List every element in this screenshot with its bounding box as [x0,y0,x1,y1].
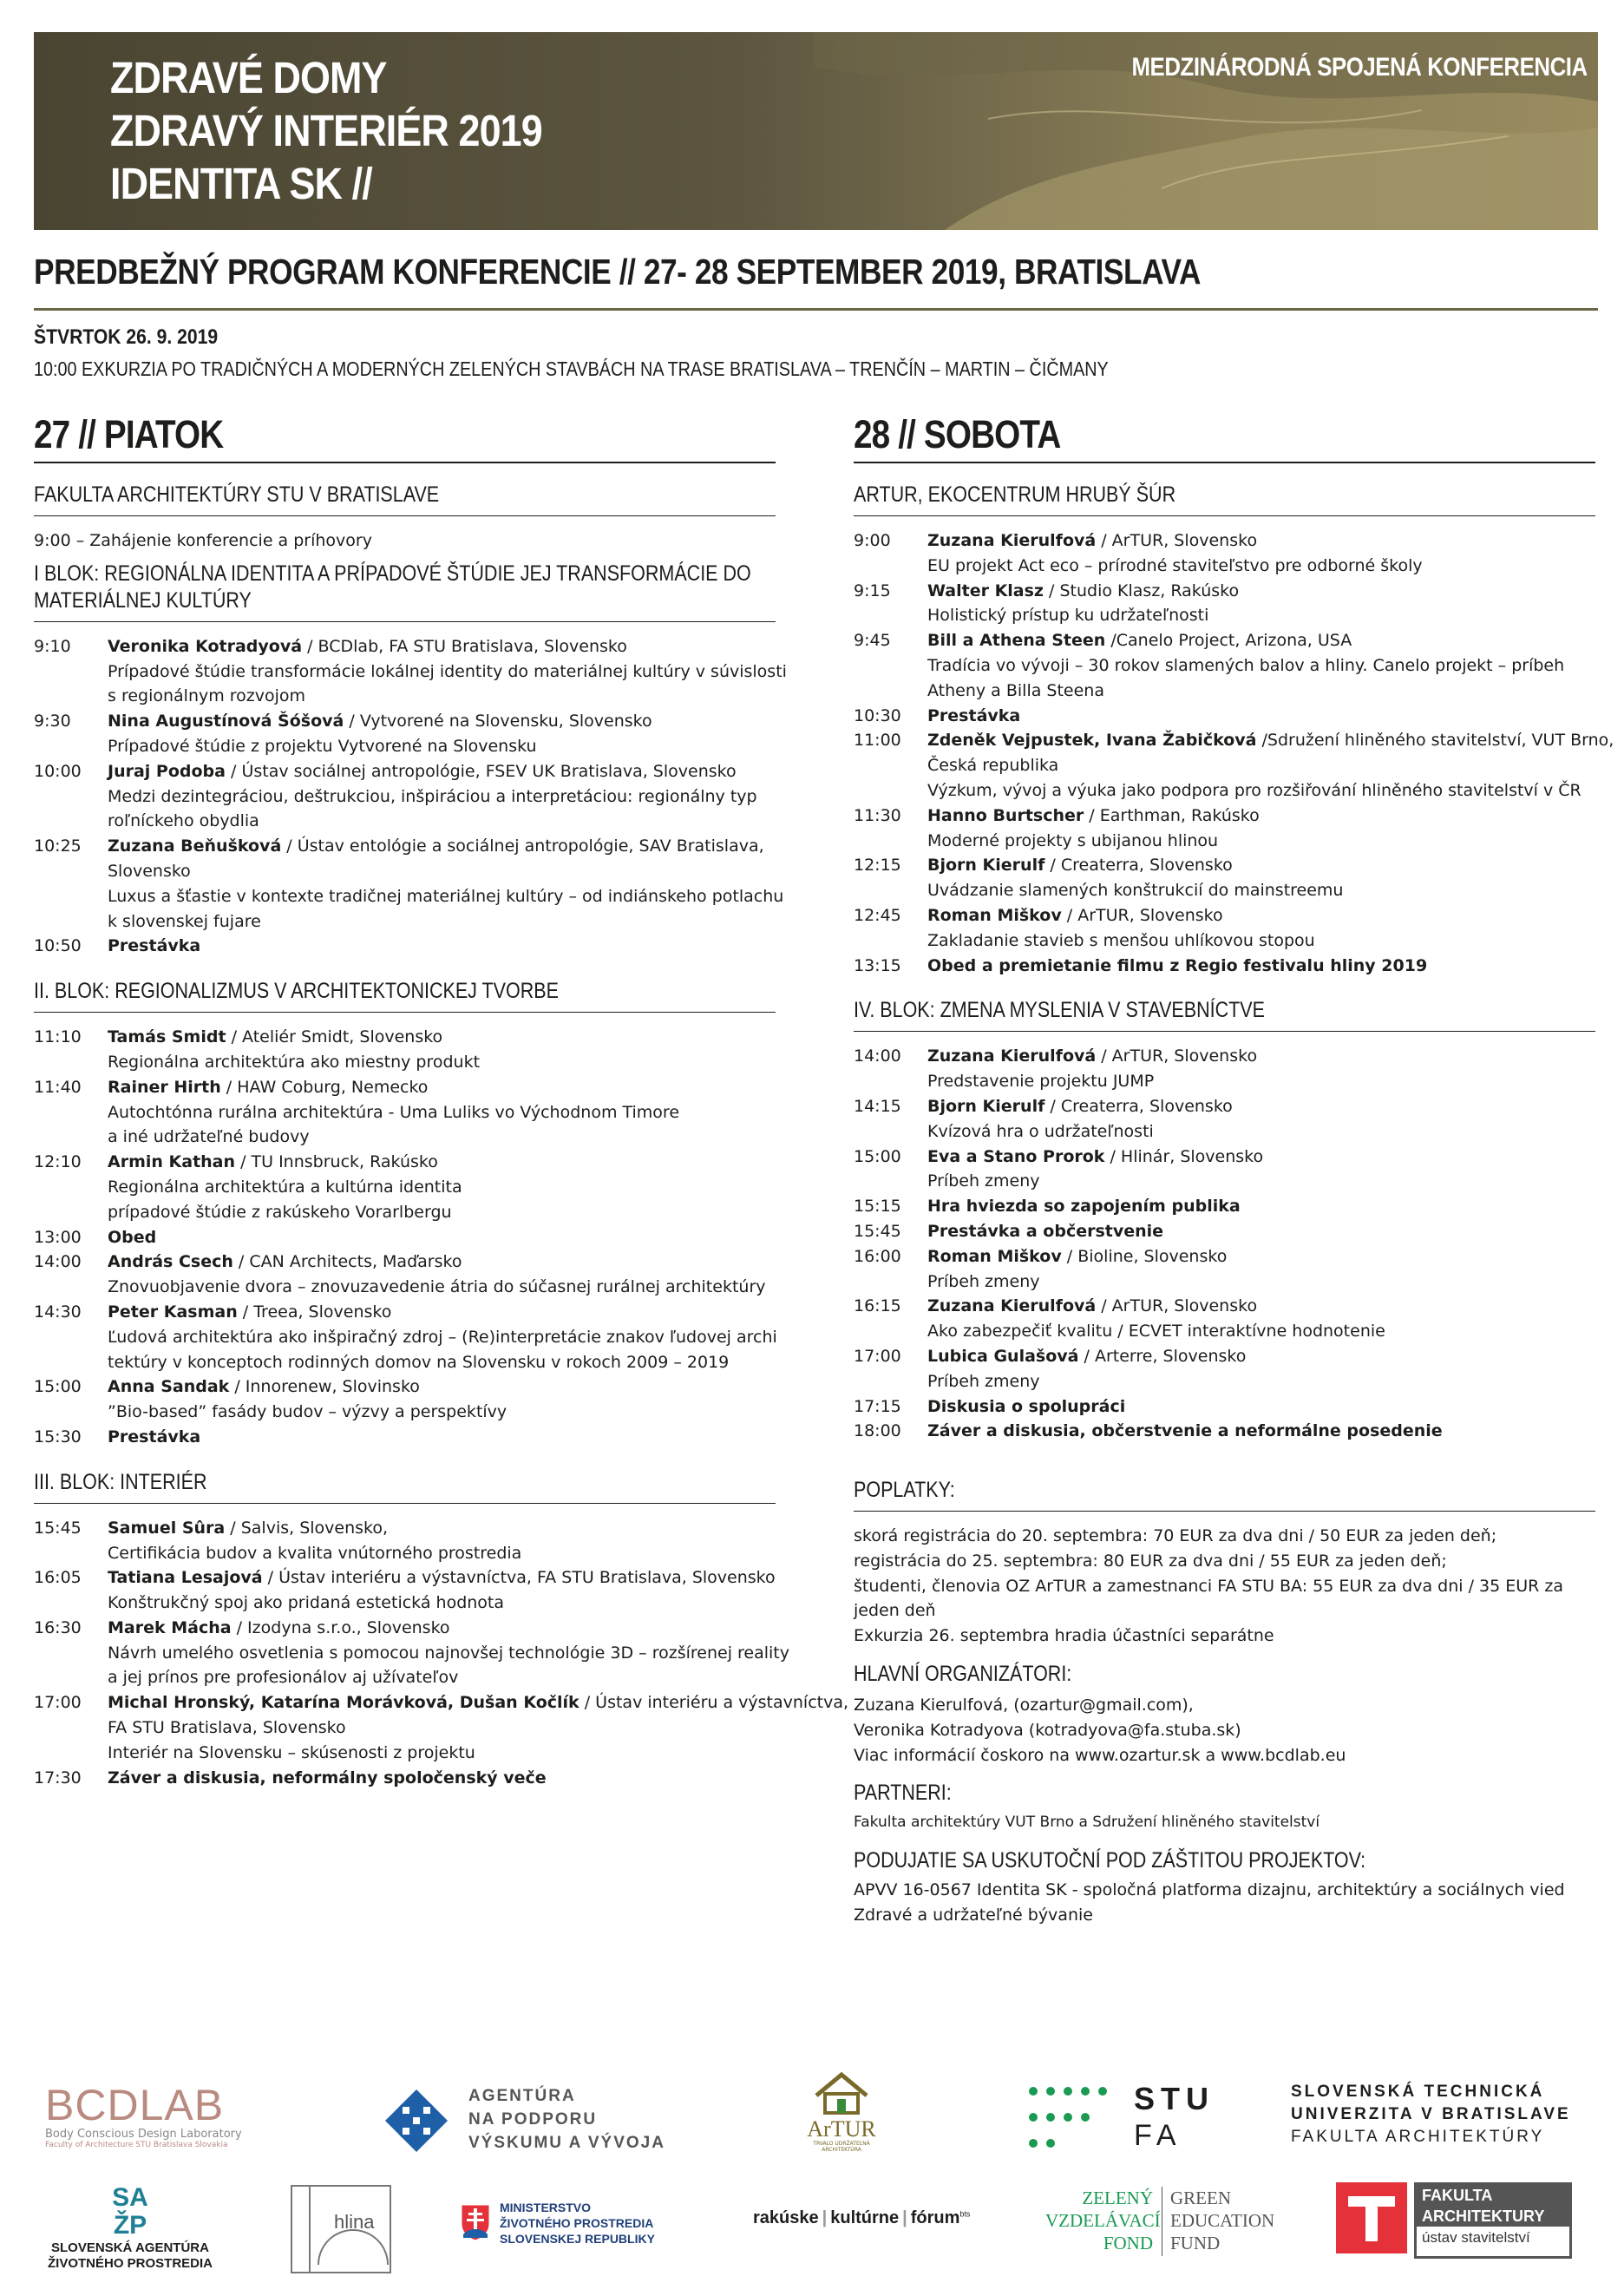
block-2-schedule [34,1025,776,1460]
saturday-morning-schedule [854,528,1614,988]
entry-affiliation: / BCDlab, FA STU Bratislava, Slovensko [302,636,627,656]
entry-detail: Medzi dezintegráciou, deštrukciou, inšpiráciou a interpretáciou: regionálny typ [108,786,757,806]
divider [854,462,1595,463]
entry-detail: k slovenskej fujare [108,911,261,931]
divider [34,462,776,463]
entry-affiliation: / Ústav sociálnej antropológie, FSEV UK Bratislava, Slovensko [225,761,737,781]
schedule-entry [34,1075,776,1100]
entry-speaker: Rainer Hirth [108,1077,221,1097]
entry-time: 10:00 [34,761,82,781]
schedule-entry [854,628,1595,653]
entry-detail: Atheny a Billa Steena [927,680,1104,700]
entry-detail: Uvádzanie slamených konštrukcií do mainstreemu [927,881,1344,901]
entry-time: 9:30 [34,712,71,731]
entry-affiliation: / ArTUR, Slovensko [1096,1296,1258,1316]
fa-vut-logo: FAKULTA ARCHITEKTURY ústav stavitelství [1336,2182,1572,2259]
saturday-column [854,408,1614,1928]
entry-affiliation: / Innorenew, Slovinsko [229,1377,420,1397]
entry-speaker: Prestávka [927,705,1021,725]
block-3-heading: III. BLOK: INTERIÉR [34,1469,207,1494]
entry-speaker: Zdeněk Vejpustek, Ivana Žabičková [927,731,1257,751]
entry-speaker: Lubica Gulašová [927,1346,1079,1366]
entry-detail: Ľudová architektúra ako inšpiračný zdroj – (Re)interpretácie znakov ľudovej archi [108,1327,777,1347]
text-line: APVV 16-0567 Identita SK - spoločná platforma dizajnu, architektúry a sociálnych vied [854,1880,1565,1900]
artur-logo: ArTUR TRVALO UDRŽATEĽNÁ ARCHITEKTÚRA [794,2070,889,2165]
schedule-entry [854,1419,1595,1444]
entry-time: 16:30 [34,1617,82,1637]
entry-detail: Slovensko [108,861,191,881]
entry-affiliation: / Createrra, Slovensko [1044,1096,1233,1116]
svg-text:ŽP: ŽP [113,2211,147,2237]
entry-time: 9:15 [854,581,891,600]
schedule-entry [854,1145,1595,1170]
friday-column [34,408,849,1801]
entry-affiliation: / Salvis, Slovensko, [225,1518,389,1538]
divider [854,1511,1595,1512]
entry-detail: Prípadové štúdie transformácie lokálnej identity do materiálnej kultúry v súvislosti [108,661,787,681]
schedule-entry [34,934,776,959]
sazp-mark-icon [100,2180,160,2237]
entry-affiliation: / Vytvorené na Slovensku, Slovensko [344,712,652,731]
svg-text:SA: SA [112,2183,148,2212]
entry-time: 17:00 [34,1693,82,1713]
entry-time: 18:00 [854,1421,901,1441]
schedule-entry [854,1394,1595,1420]
entry-speaker: Eva a Stano Prorok [927,1146,1105,1166]
entry-speaker: Záver a diskusia, občerstvenie a neformálne posedenie [927,1421,1443,1441]
entry-time: 10:50 [34,936,82,956]
entry-detail: Výzkum, vývoj a výuka jako podpora pro rozšiřování hliněného stavitelství v ČR [927,780,1581,800]
entry-time: 15:45 [854,1221,901,1241]
entry-affiliation: / ArTUR, Slovensko [1096,1046,1258,1066]
schedule-entry [34,1374,776,1400]
entry-affiliation: / Izodyna s.r.o., Slovensko [231,1617,450,1637]
entry-detail: Regionálna architektúra a kultúrna identita [108,1177,462,1197]
schedule-entry [34,1766,776,1791]
entry-speaker: András Csech [108,1252,233,1272]
entry-detail: tektúry v konceptoch rodinných domov na Slovensku v rokoch 2009 – 2019 [108,1352,730,1372]
entry-speaker: Obed a premietanie filmu z Regio festivalu hliny 2019 [927,955,1428,975]
divider [34,515,776,516]
schedule-entry [34,1516,776,1541]
entry-detail: ”Bio-based” fasády budov – výzvy a perspektívy [108,1402,508,1422]
schedule-entry [854,1219,1595,1244]
auspices-heading: PODUJATIE SA USKUTOČNÍ POD ZÁŠTITOU PROJEKTOV: [854,1848,1366,1873]
friday-heading: 27 // PIATOK [34,412,224,456]
partners-text: Fakulta architektúry VUT Brno a Sdružení hliněného stavitelství [854,1814,1320,1832]
divider [854,515,1595,516]
entry-time: 15:00 [854,1146,901,1166]
entry-time: 9:00 [854,531,891,550]
fees-list [854,1524,1595,1649]
schedule-entry [34,1425,776,1450]
schedule-entry [34,709,776,734]
entry-detail: Prípadové štúdie z projektu Vytvorené na Slovensku [108,736,537,756]
entry-affiliation: / CAN Architects, Maďarsko [232,1252,462,1272]
entry-time: 16:00 [854,1246,901,1266]
entry-speaker: Záver a diskusia, neformálny spoločenský veče [108,1768,547,1788]
entry-affiliation: / ArTUR, Slovensko [1096,531,1258,550]
entry-detail: Príbeh zmeny [927,1171,1040,1191]
entry-time: 11:00 [854,731,901,751]
text-line: Viac informácií čoskoro na www.ozartur.sk a www.bcdlab.eu [854,1745,1346,1765]
schedule-entry [34,1616,776,1641]
banner-title-line-2: ZDRAVÝ INTERIÉR 2019 [110,106,542,155]
entry-detail: a jej prínos pre profesionálov aj užívateľov [108,1668,459,1688]
schedule-entry [34,1565,776,1591]
block-3-schedule [34,1516,849,1801]
text-line: Zuzana Kierulfová, (ozartur@gmail.com), [854,1696,1194,1715]
entry-time: 15:30 [34,1427,82,1446]
dots-icon [1028,2084,1115,2150]
schedule-entry [34,1250,776,1275]
entry-speaker: Michal Hronský, Katarína Morávková, Dušan Kočlík [108,1693,580,1713]
entry-detail: Moderné projekty s ubijanou hlinou [927,830,1219,850]
schedule-entry [854,728,1614,753]
entry-time: 10:25 [34,836,82,856]
divider [34,1012,776,1013]
block-2-heading: II. BLOK: REGIONALIZMUS V ARCHITEKTONICKEJ TVORBE [34,979,559,1004]
austrian-cultural-forum-logo: rakúske | kultúrne | fórum$^{bts}$ [753,2208,971,2227]
entry-affiliation: / Ústav entológie a sociálnej antropológie, SAV Bratislava, [281,836,764,856]
entry-speaker: Hra hviezda so zapojením publika [927,1197,1241,1217]
entry-speaker: Roman Miškov [927,1246,1062,1266]
entry-affiliation: / ArTUR, Slovensko [1061,905,1223,925]
header-banner [34,32,1598,230]
banner-title-line-3: IDENTITA SK // [110,159,372,208]
entry-time: 14:30 [34,1302,82,1322]
schedule-entry [854,579,1595,604]
entry-detail: EU projekt Act eco – prírodné staviteľstvo pre odborné školy [927,555,1423,575]
hlina-logo: hlina [291,2185,391,2273]
entry-affiliation: / Treea, Slovensko [237,1302,392,1322]
saturday-venue: ARTUR, EKOCENTRUM HRUBÝ ŠÚR [854,482,1176,507]
entry-speaker: Armin Kathan [108,1152,236,1172]
entry-speaker: Prestávka [108,936,201,956]
page-title: PREDBEŽNÝ PROGRAM KONFERENCIE // 27- 28 SEPTEMBER 2019, BRATISLAVA [34,252,1202,292]
saturday-heading: 28 // SOBOTA [854,412,1061,456]
entry-time: 15:15 [854,1197,901,1217]
entry-time: 11:10 [34,1027,82,1047]
entry-speaker: Hanno Burtscher [927,805,1084,825]
entry-detail: Predstavenie projektu JUMP [927,1072,1155,1092]
entry-detail: roľníckeho obydlia [108,811,259,831]
fees-heading: POPLATKY: [854,1478,955,1503]
schedule-entry [854,1194,1595,1219]
entry-time: 13:00 [34,1227,82,1247]
stu-text-logo: SLOVENSKÁ TECHNICKÁ UNIVERZITA V BRATISLAVE FAKULTA ARCHITEKTÚRY [1291,2083,1571,2146]
sponsor-logos [0,2048,1624,2296]
slovak-coat-of-arms-icon [460,2203,491,2241]
entry-detail: Česká republika [927,756,1059,776]
entry-speaker: Walter Klasz [927,581,1044,600]
entry-time: 14:15 [854,1096,901,1116]
schedule-entry [854,1294,1595,1319]
text-line: registrácia do 25. septembra: 80 EUR za dva dni / 55 EUR za jeden deň; [854,1551,1447,1571]
banner-title-line-1: ZDRAVÉ DOMY [110,53,387,102]
entry-speaker: Juraj Podoba [108,761,226,781]
entry-time: 14:00 [854,1046,901,1066]
entry-affiliation: / Ústav interiéru a výstavníctva, [579,1693,849,1713]
entry-speaker: Anna Sandak [108,1377,230,1397]
entry-speaker: Prestávka a občerstvenie [927,1221,1164,1241]
entry-speaker: Roman Miškov [927,905,1062,925]
entry-detail: Ako zabezpečiť kvalitu / ECVET interaktívne hodnotenie [927,1322,1385,1342]
entry-time: 17:30 [34,1768,82,1788]
green-education-fund-logo: ZELENÝ VZDELÁVACÍ FOND GREEN EDUCATION FUND [1045,2187,1271,2265]
entry-speaker: Bjorn Kierulf [927,856,1045,876]
text-line: jeden deň [854,1601,936,1621]
banner-subtitle: MEDZINÁRODNÁ SPOJENÁ KONFERENCIA [1131,53,1588,82]
entry-speaker: Peter Kasman [108,1302,238,1322]
block-1-heading: I BLOK: REGIONÁLNA IDENTITA A PRÍPADOVÉ ŠTÚDIE JEJ TRANSFORMÁCIE DO MATERIÁLNEJ KULTÚRY [34,561,751,613]
text-line: Zdravé a udržateľné bývanie [854,1906,1093,1925]
entry-detail: Zakladanie stavieb s menšou uhlíkovou stopou [927,930,1315,950]
entry-detail: prípadové štúdie z rakúskeho Vorarlbergu [108,1202,452,1222]
entry-time: 9:45 [854,631,891,651]
schedule-entry [34,759,776,784]
entry-detail: Autochtónna rurálna architektúra - Uma Luliks vo Východnom Timore [108,1102,680,1122]
opening-line: 9:00 – Zahájenie konferencie a príhovory [34,531,372,550]
schedule-entry [854,528,1595,554]
entry-time: 15:45 [34,1518,82,1538]
thursday-excursion: 10:00 EXKURZIA PO TRADIČNÝCH A MODERNÝCH ZELENÝCH STAVBÁCH NA TRASE BRATISLAVA – TRENČÍN – MARTIN – ČIČMANY [34,358,1109,380]
entry-detail: Holistický prístup ku udržateľnosti [927,606,1209,626]
text-line: študenti, členovia OZ ArTUR a zamestnanci FA STU BA: 55 EUR za dva dni / 35 EUR za [854,1576,1564,1596]
entry-speaker: Zuzana Kierulfová [927,1296,1097,1316]
schedule-entry [854,1094,1595,1119]
entry-speaker: Zuzana Kierulfová [927,531,1097,550]
organizers-heading: HLAVNÍ ORGANIZÁTORI: [854,1662,1072,1687]
schedule-entry [34,1690,849,1715]
ministry-logo: MINISTERSTVO ŽIVOTNÉHO PROSTREDIA SLOVENSKEJ REPUBLIKY [460,2200,694,2252]
house-icon [811,2070,872,2115]
entry-speaker: Diskusia o spolupráci [927,1396,1126,1416]
entry-speaker: Zuzana Kierulfová [927,1046,1097,1066]
title-divider [34,308,1598,311]
divider [854,1031,1595,1032]
entry-detail: Interiér na Slovensku – skúsenosti z projektu [108,1742,475,1762]
schedule-entry [34,1025,776,1050]
entry-detail: a iné udržateľné budovy [108,1127,310,1147]
entry-speaker: Samuel Sûra [108,1518,226,1538]
entry-speaker: Prestávka [108,1427,201,1446]
schedule-entry [854,1244,1595,1269]
entry-time: 12:15 [854,856,901,876]
schedule-entry [854,804,1595,829]
entry-time: 9:10 [34,636,71,656]
friday-venue: FAKULTA ARCHITEKTÚRY STU V BRATISLAVE [34,482,440,507]
divider [34,1503,776,1504]
apvv-arrows-icon [382,2086,451,2155]
partners-heading: PARTNERI: [854,1781,952,1806]
entry-speaker: Tamás Smidt [108,1027,226,1047]
entry-speaker: Bill a Athena Steen [927,631,1106,651]
entry-detail: Kvízová hra o udržateľnosti [927,1121,1154,1141]
entry-detail: Príbeh zmeny [927,1371,1040,1391]
schedule-entry [854,1344,1595,1369]
entry-speaker: Nina Augustínová Šóšová [108,712,344,731]
entry-time: 16:05 [34,1568,82,1588]
entry-speaker: Bjorn Kierulf [927,1096,1045,1116]
schedule-entry [34,1300,776,1325]
entry-affiliation: /Canelo Project, Arizona, USA [1105,631,1352,651]
entry-detail: Konštrukčný spoj ako pridaná estetická hodnota [108,1593,505,1613]
text-line: Veronika Kotradyova (kotradyova@fa.stuba.sk) [854,1720,1241,1740]
entry-time: 16:15 [854,1296,901,1316]
sazp-logo: SA ŽP SLOVENSKÁ AGENTÚRA ŽIVOTNÉHO PROSTREDIA [43,2180,217,2272]
entry-affiliation: / Bioline, Slovensko [1061,1246,1228,1266]
entry-detail: Príbeh zmeny [927,1271,1040,1291]
entry-speaker: Tatiana Lesajová [108,1568,263,1588]
entry-detail: Certifikácia budov a kvalita vnútorného prostredia [108,1543,522,1563]
text-line: Exkurzia 26. septembra hradia účastníci separátne [854,1626,1274,1646]
fa-vut-t-icon [1336,2182,1407,2253]
entry-affiliation: / HAW Coburg, Nemecko [220,1077,429,1097]
auspices-list [854,1878,1595,1928]
entry-detail: Regionálna architektúra ako miestny produkt [108,1052,481,1072]
entry-affiliation: / Earthman, Rakúsko [1084,805,1260,825]
entry-time: 17:15 [854,1396,901,1416]
entry-time: 15:00 [34,1377,82,1397]
entry-affiliation: / Studio Klasz, Rakúsko [1044,581,1240,600]
organizers-list [854,1693,1595,1768]
entry-time: 17:00 [854,1346,901,1366]
entry-speaker: Marek Mácha [108,1617,232,1637]
entry-detail: s regionálnym rozvojom [108,686,306,706]
block-4-schedule [854,1044,1595,1454]
entry-speaker: Veronika Kotradyová [108,636,303,656]
schedule-entry [854,954,1595,979]
apvv-logo: AGENTÚRA NA PODPORU VÝSKUMU A VÝVOJA [382,2084,668,2162]
entry-affiliation: / TU Innsbruck, Rakúsko [235,1152,438,1172]
thursday-heading: ŠTVRTOK 26. 9. 2019 [34,325,219,349]
schedule-entry [854,704,1595,729]
schedule-entry [854,903,1595,928]
entry-time: 14:00 [34,1252,82,1272]
entry-detail: FA STU Bratislava, Slovensko [108,1718,346,1738]
schedule-entry [854,1044,1595,1069]
entry-time: 11:40 [34,1077,82,1097]
entry-time: 11:30 [854,805,901,825]
entry-detail: Tradícia vo vývoji – 30 rokov slamených balov a hliny. Canelo projekt – príbeh [927,655,1565,675]
entry-detail: Luxus a šťastie v kontexte tradičnej materiálnej kultúry – od indiánskeho potlachu [108,886,784,906]
entry-detail: Znovuobjavenie dvora – znovuzavedenie átria do súčasnej rurálnej architektúry [108,1277,766,1297]
bcdlab-logo: BCDLAB Body Conscious Design Laboratory Faculty of Architecture STU Bratislava Slovakia [45,2081,242,2149]
divider [34,621,776,622]
text-line: skorá registrácia do 20. septembra: 70 EUR za dva dni / 50 EUR za jeden deň; [854,1526,1497,1546]
entry-speaker: Obed [108,1227,157,1247]
entry-affiliation: / Ústav interiéru a výstavníctva, FA STU Bratislava, Slovensko [262,1568,776,1588]
entry-affiliation: / Hlinár, Slovensko [1104,1146,1264,1166]
entry-affiliation: /Sdružení hliněného stavitelství, VUT Brno, [1256,731,1614,751]
entry-affiliation: / Createrra, Slovensko [1044,856,1233,876]
stu-fa-logo: STU FA [1028,2084,1228,2162]
schedule-entry [34,834,776,859]
schedule-entry [34,1150,776,1175]
entry-speaker: Zuzana Beňušková [108,836,282,856]
entry-time: 12:10 [34,1152,82,1172]
block-1-schedule [34,634,787,969]
entry-affiliation: / Arterre, Slovensko [1078,1346,1247,1366]
schedule-entry [854,853,1595,878]
entry-affiliation: / Ateliér Smidt, Slovensko [226,1027,443,1047]
block-4-heading: IV. BLOK: ZMENA MYSLENIA V STAVEBNÍCTVE [854,998,1265,1023]
schedule-entry [34,634,776,659]
entry-detail: Návrh umelého osvetlenia s pomocou najnovšej technológie 3D – rozšírenej reality [108,1643,789,1663]
entry-time: 13:15 [854,955,901,975]
entry-time: 10:30 [854,705,901,725]
schedule-entry [34,1225,776,1250]
entry-time: 12:45 [854,905,901,925]
